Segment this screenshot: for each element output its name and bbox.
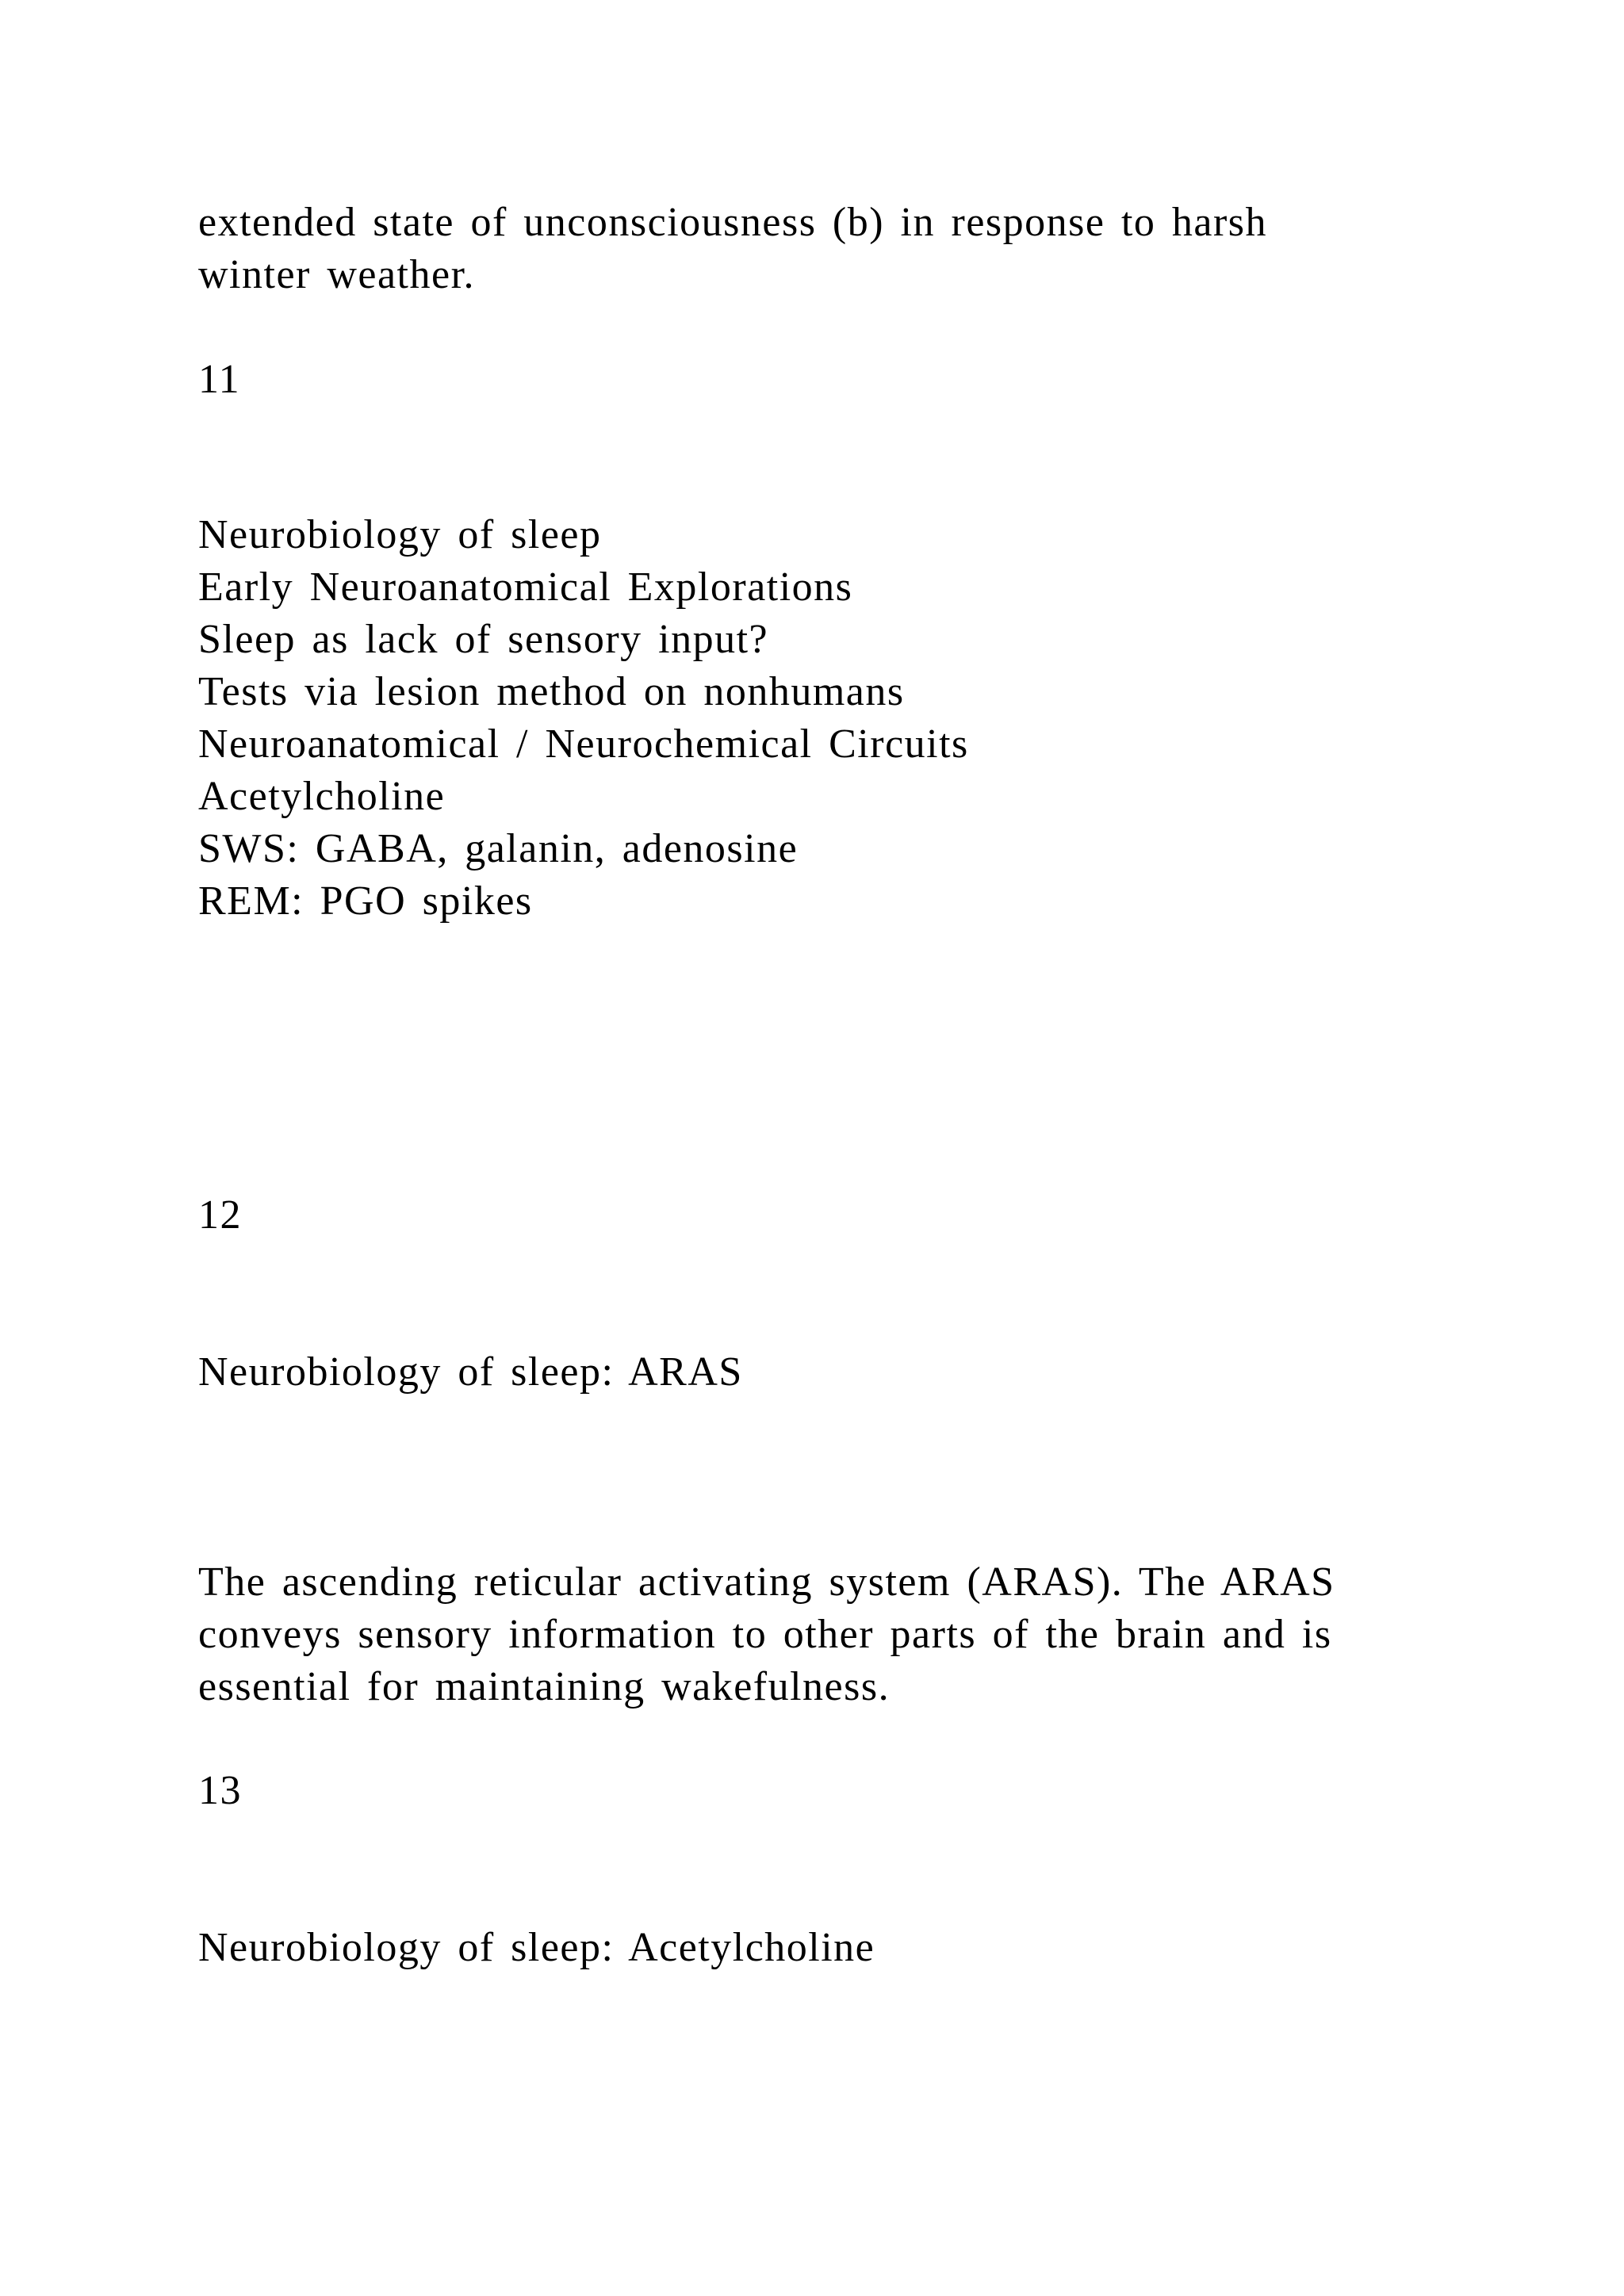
page-number-12: 12 bbox=[198, 1192, 242, 1238]
slide-11-bullet: SWS: GABA, galanin, adenosine bbox=[198, 826, 799, 871]
slide-12-title: Neurobiology of sleep: ARAS bbox=[198, 1349, 743, 1395]
slide-11-bullet: REM: PGO spikes bbox=[198, 878, 533, 924]
slide-12-caption-line-3: essential for maintaining wakefulness. bbox=[198, 1664, 891, 1709]
slide-11-bullet: Neuroanatomical / Neurochemical Circuits bbox=[198, 721, 969, 767]
slide-12-caption-line-1: The ascending reticular activating system (ARAS). The ARAS bbox=[198, 1559, 1335, 1605]
slide-13-title: Neurobiology of sleep: Acetylcholine bbox=[198, 1925, 875, 1970]
page-number-11: 11 bbox=[198, 357, 241, 402]
intro-text-line-1: extended state of unconsciousness (b) in response to harsh bbox=[198, 200, 1268, 245]
slide-11-title: Neurobiology of sleep bbox=[198, 512, 602, 557]
slide-11-bullet: Tests via lesion method on nonhumans bbox=[198, 669, 905, 714]
intro-text-line-2: winter weather. bbox=[198, 252, 476, 297]
slide-11-bullet: Acetylcholine bbox=[198, 774, 446, 819]
slide-12-caption-line-2: conveys sensory information to other parts of the brain and is bbox=[198, 1612, 1332, 1657]
slide-11-bullet: Sleep as lack of sensory input? bbox=[198, 617, 769, 662]
slide-11-bullet: Early Neuroanatomical Explorations bbox=[198, 564, 853, 610]
page-number-13: 13 bbox=[198, 1768, 242, 1813]
